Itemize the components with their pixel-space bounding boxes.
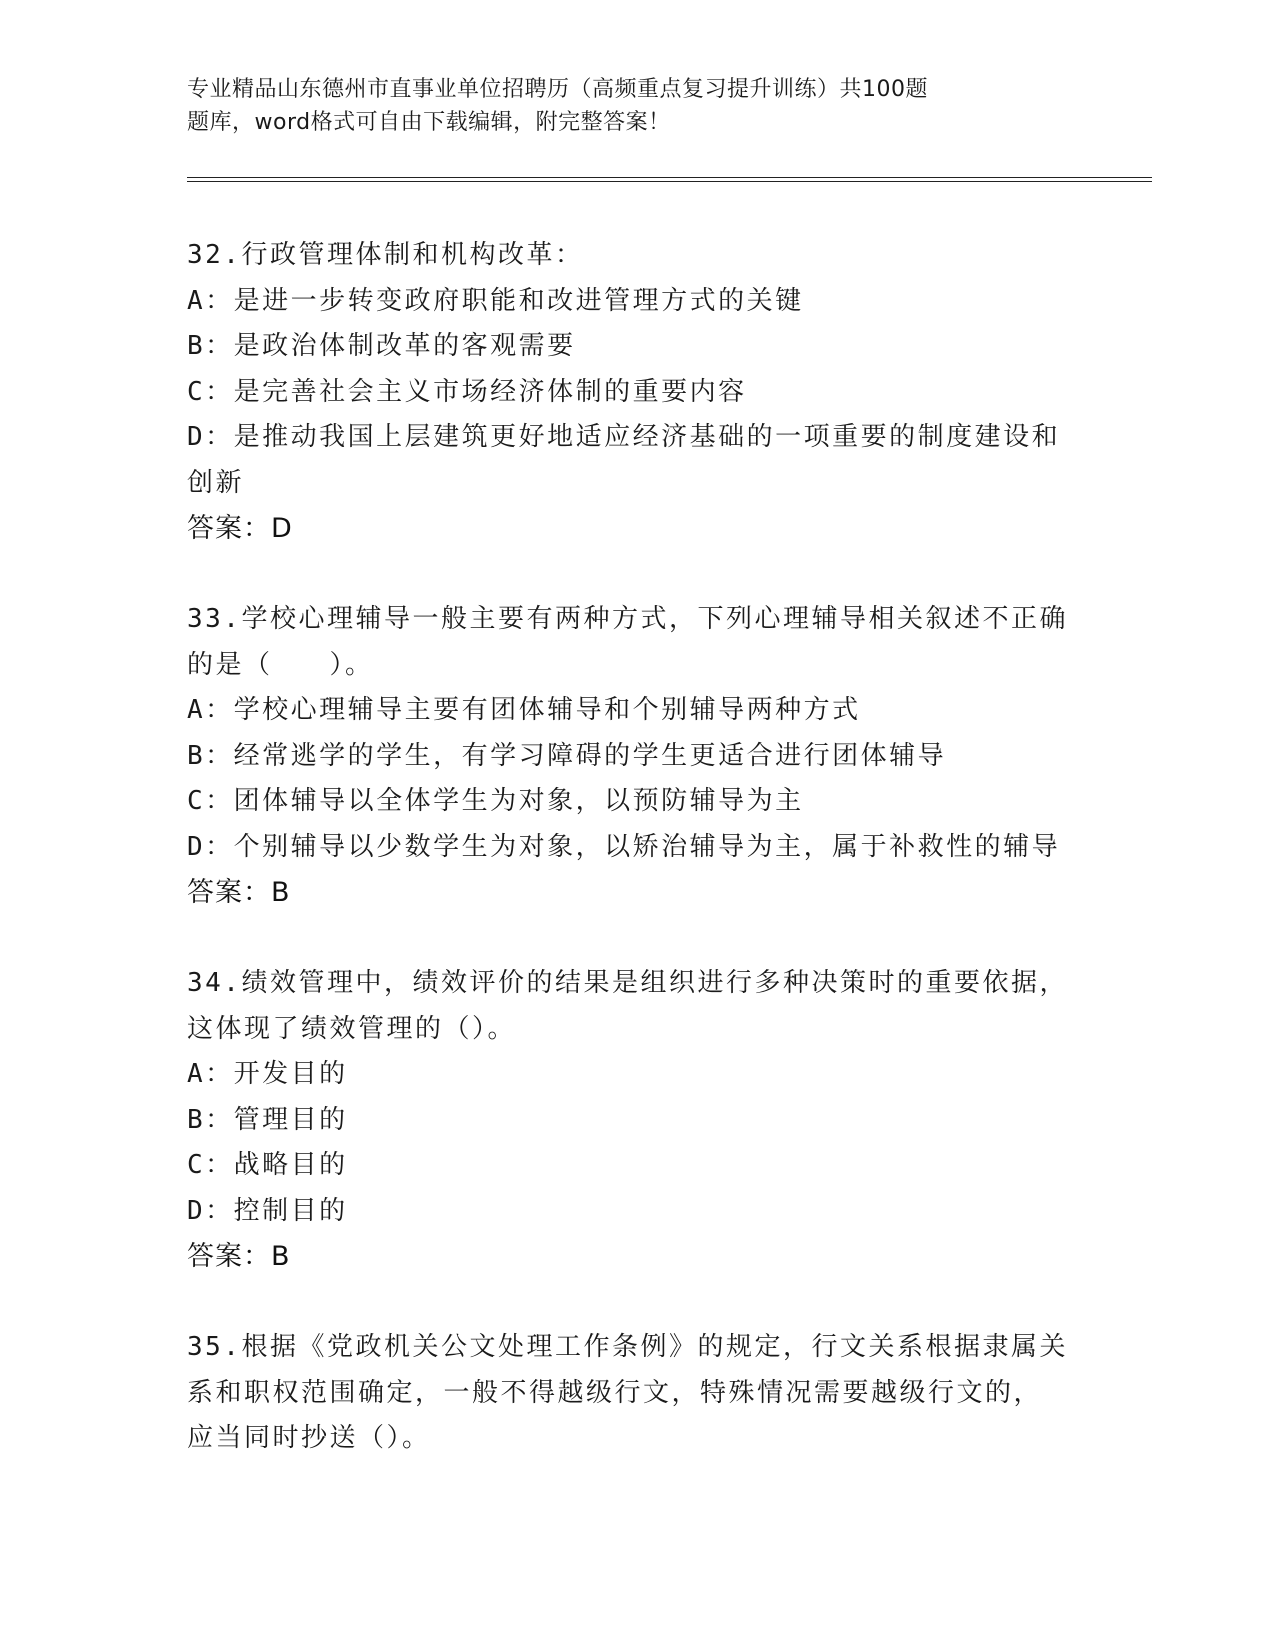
answer: 答案：B (187, 1241, 291, 1272)
question-stem: 34.绩效管理中，绩效评价的结果是组织进行多种决策时的重要依据， (187, 968, 1068, 998)
option-c: C：团体辅导以全体学生为对象，以预防辅导为主 (187, 786, 804, 816)
header-line-1: 专业精品山东德州市直事业单位招聘历（高频重点复习提升训练）共100题 (187, 77, 928, 102)
option-b: B：是政治体制改革的客观需要 (187, 331, 576, 361)
header-divider-top (187, 177, 1152, 178)
option-a: A：学校心理辅导主要有团体辅导和个别辅导两种方式 (187, 695, 861, 725)
option-c: C：战略目的 (187, 1150, 348, 1180)
question-stem-continued: 应当同时抄送（）。 (187, 1423, 431, 1453)
option-a: A：是进一步转变政府职能和改进管理方式的关键 (187, 285, 804, 316)
question-32 (187, 233, 1072, 552)
header-divider-bottom (187, 181, 1152, 182)
question-stem: 32.行政管理体制和机构改革： (187, 240, 584, 270)
option-b: B：管理目的 (187, 1104, 348, 1135)
option-a: A：开发目的 (187, 1059, 348, 1089)
option-d-continued: 创新 (187, 467, 245, 498)
option-c: C：是完善社会主义市场经济体制的重要内容 (187, 376, 747, 407)
question-34 (187, 961, 1072, 1280)
option-d: D：控制目的 (187, 1195, 348, 1226)
question-33 (187, 597, 1072, 916)
question-stem: 33.学校心理辅导一般主要有两种方式，下列心理辅导相关叙述不正确 (187, 604, 1068, 634)
question-stem-continued: 的是（ ）。 (187, 649, 374, 680)
document-header (187, 73, 1007, 139)
option-d: D：个别辅导以少数学生为对象，以矫治辅导为主，属于补救性的辅导 (187, 831, 1061, 862)
answer: 答案：D (187, 513, 293, 544)
answer: 答案：B (187, 877, 291, 908)
question-35 (187, 1325, 1072, 1462)
option-b: B：经常逃学的学生，有学习障碍的学生更适合进行团体辅导 (187, 740, 947, 771)
question-stem-continued: 系和职权范围确定，一般不得越级行文，特殊情况需要越级行文的， (187, 1377, 1043, 1408)
option-d: D：是推动我国上层建筑更好地适应经济基础的一项重要的制度建设和 (187, 422, 1061, 452)
question-stem: 35.根据《党政机关公文处理工作条例》的规定，行文关系根据隶属关 (187, 1332, 1068, 1362)
header-line-2: 题库，word格式可自由下载编辑，附完整答案！ (187, 110, 671, 135)
question-stem-continued: 这体现了绩效管理的（）。 (187, 1013, 517, 1044)
